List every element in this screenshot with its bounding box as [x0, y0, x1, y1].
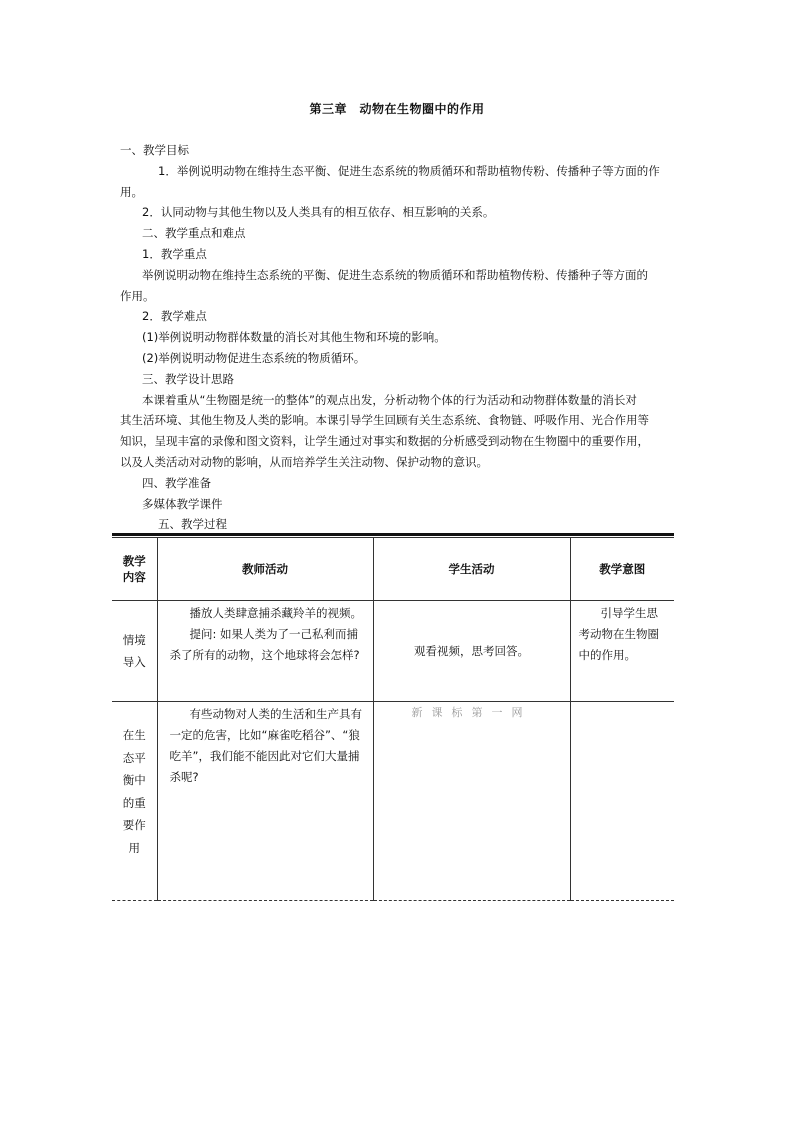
- section-heading-keypoints: 二、教学重点和难点: [142, 226, 246, 241]
- row1-content: [112, 601, 157, 702]
- keypoint-text: 举例说明动物在维持生态系统的平衡、促进生态系统的物质循环和帮助植物传粉、传播种子等方面的: [142, 267, 648, 282]
- teaching-process-table: [112, 537, 674, 901]
- row2-content: [112, 702, 157, 901]
- row1-content-line2: 导入: [122, 655, 146, 669]
- row2-content-line6: 用: [128, 840, 140, 855]
- watermark-text: 新课标第一网: [411, 706, 532, 719]
- row2-content-line1: 在生: [122, 728, 146, 742]
- header-content: [112, 538, 157, 601]
- row1-student: 观看视频，思考回答。: [373, 601, 570, 702]
- difficulty-2: (2)举例说明动物促进生态系统的物质循环。: [142, 350, 366, 365]
- row1-intent-text: 引导学生思考动物在生物圈中的作用。: [578, 606, 659, 662]
- row2-student: [373, 702, 570, 901]
- goal-2: 2．认同动物与其他生物以及人类具有的相互依存、相互影响的关系。: [142, 205, 495, 220]
- section-heading-design: 三、教学设计思路: [142, 371, 234, 386]
- design-line-4: 以及人类活动对动物的影响，从而培养学生关注动物、保护动物的意识。: [120, 454, 488, 469]
- subheading-difficulty: 2．教学难点: [142, 309, 207, 324]
- row2-content-line3: 衡中: [122, 773, 146, 787]
- design-line-3: 知识，呈现丰富的录像和图文资料，让学生通过对事实和数据的分析感受到动物在生物圈中的重要作用，: [120, 434, 649, 449]
- table-header-row: [112, 538, 674, 601]
- table-top-rule: [112, 533, 674, 536]
- row2-teacher: [157, 702, 373, 901]
- row1-teacher: [157, 601, 373, 702]
- row2-content-line2: 态平: [122, 750, 146, 765]
- row2-content-line4: 的重: [122, 795, 146, 810]
- goal-1-cont: 用。: [120, 184, 143, 199]
- header-intent: 教学意图: [570, 538, 674, 601]
- header-teacher: 教师活动: [157, 538, 373, 601]
- section-heading-goals: 一、教学目标: [120, 143, 189, 157]
- document-title: 第三章 动物在生物圈中的作用: [309, 102, 485, 116]
- subheading-keypoint: 1．教学重点: [142, 246, 207, 261]
- section-heading-prep: 四、教学准备: [142, 475, 211, 490]
- table-row: [112, 702, 674, 901]
- header-content-line2: 内容: [122, 570, 146, 584]
- header-content-line1: 教学: [122, 554, 146, 568]
- row2-content-line5: 要作: [122, 818, 146, 832]
- row1-teacher-p1: 播放人类肆意捕杀藏羚羊的视频。: [189, 606, 362, 620]
- difficulty-1: (1)举例说明动物群体数量的消长对其他生物和环境的影响。: [142, 330, 446, 345]
- design-line-1: 本课着重从“生物圈是统一的整体”的观点出发，分析动物个体的行为活动和动物群体数量的消长对: [142, 392, 637, 407]
- design-line-2: 其生活环境、其他生物及人类的影响。本课引导学生回顾有关生态系统、食物链、呼吸作用、光合作用等: [120, 413, 649, 428]
- goal-1: 1．举例说明动物在维持生态平衡、促进生态系统的物质循环和帮助植物传粉、传播种子等方面的作: [158, 163, 660, 178]
- row2-teacher-p1: 有些动物对人类的生活和生产具有一定的危害，比如“麻雀吃稻谷”、“狼吃羊”，我们能不能因此对它们大量捕杀呢?: [169, 707, 362, 784]
- row1-teacher-p2: 提问: 如果人类为了一己私利而捕杀了所有的动物，这个地球将会怎样?: [169, 627, 360, 662]
- row1-intent: [570, 601, 674, 702]
- row1-content-line1: 情境: [122, 633, 146, 647]
- keypoint-text-cont: 作用。: [120, 288, 155, 303]
- prep-text: 多媒体教学课件: [142, 496, 223, 511]
- document-body: [120, 140, 676, 535]
- row2-intent: [570, 702, 674, 901]
- header-student: 学生活动: [373, 538, 570, 601]
- section-heading-process: 五、教学过程: [158, 517, 227, 532]
- table-row: [112, 601, 674, 702]
